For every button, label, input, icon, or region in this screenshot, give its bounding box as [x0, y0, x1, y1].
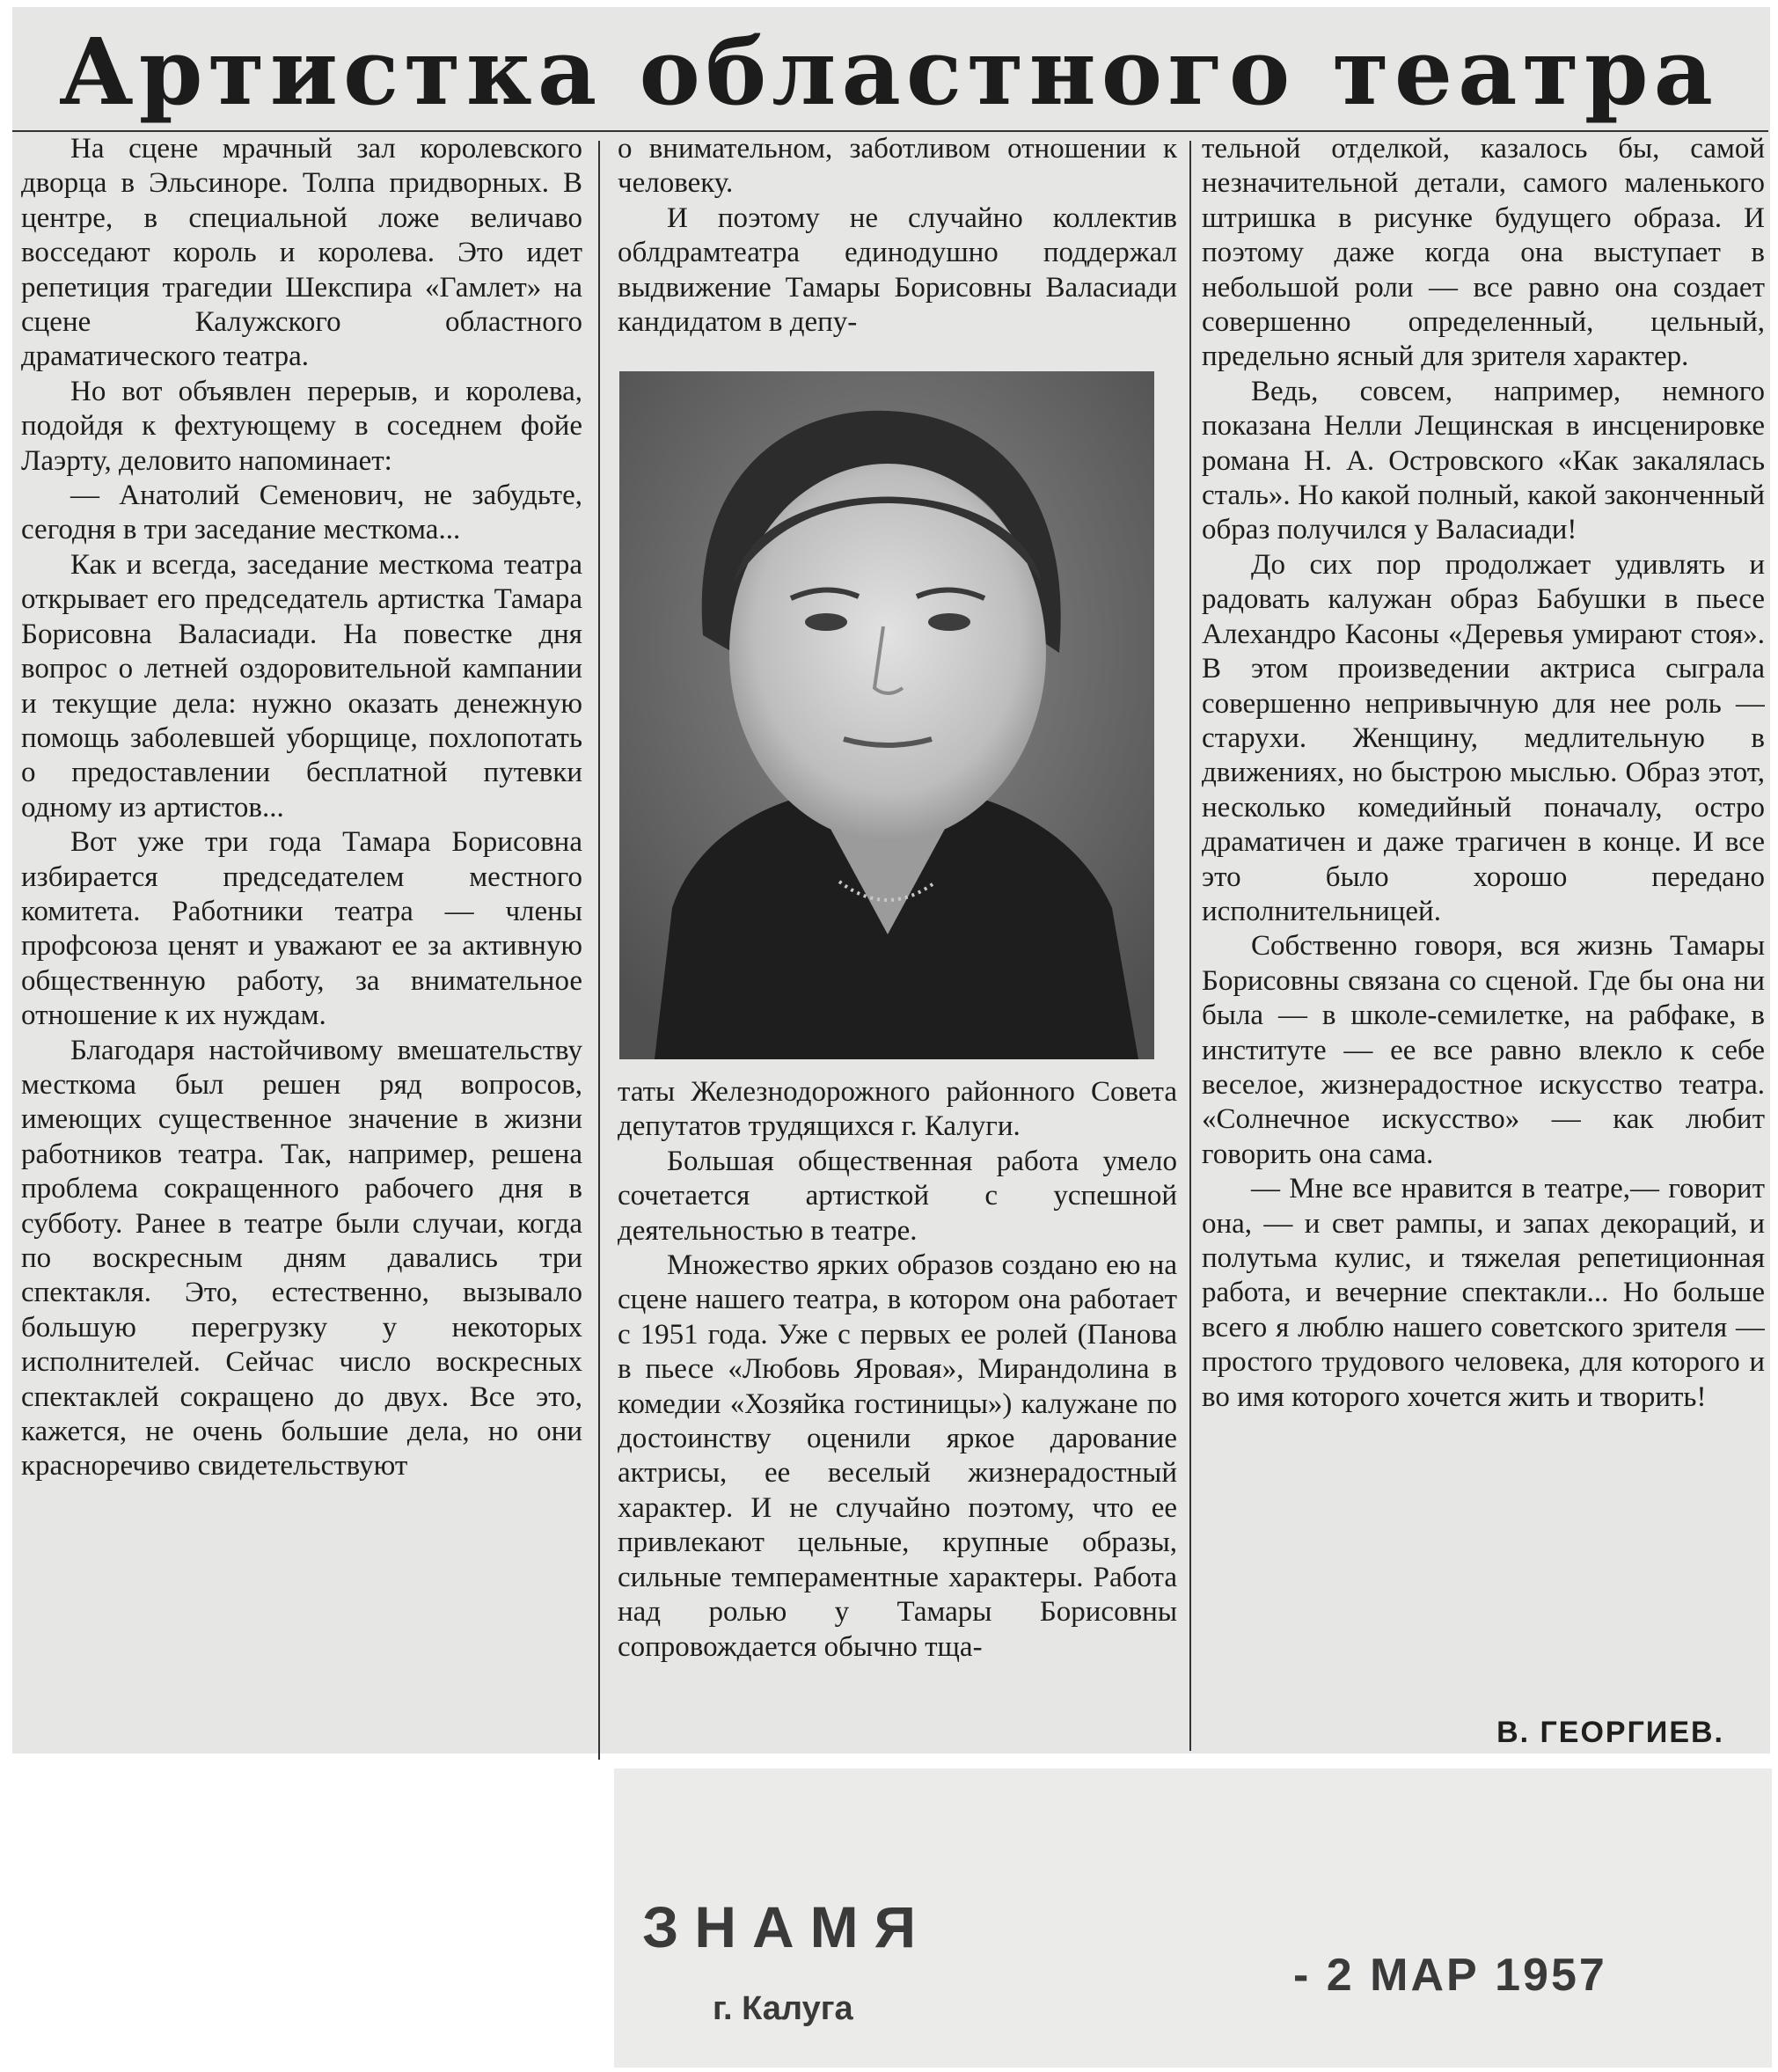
paragraph: Вот уже три года Тамара Борисовна избирается председателем местного комитета. Работники театра — члены профсоюза ценят и уважают ее за активную общественную работу, за внимательное отношение к их нуждам. — [21, 826, 582, 1032]
paragraph: о внимательном, заботливом отношении к человеку. — [618, 133, 1177, 200]
paragraph: Но вот объявлен перерыв, и королева, подойдя к фехтующему в соседнем фойе Лаэрту, деловито напоминает: — [21, 375, 582, 477]
portrait-image — [619, 371, 1154, 1059]
article-column-3 — [1202, 132, 1765, 1742]
column-rule — [1189, 141, 1191, 1751]
paragraph: — Мне все нравится в театре,— говорит она, — и свет рампы, и запах декораций, и полутьма кулис, и тяжелая репетиционная работа, и вечерние спектакли... Но больше всего я люблю нашего советского зрителя — простого трудового человека, для которого и во имя которого хочется жить и творить! — [1202, 1173, 1765, 1413]
paragraph: Собственно говоря, вся жизнь Тамары Борисовны связана со сценой. Где бы она ни была — в школе-семилетке, на рабфаке, в институте — ее все равно влекло к себе веселое, жизнерадостное искусство театра. «Солнечное искусство» — как любит говорить она сама. — [1202, 930, 1765, 1170]
paragraph: Ведь, совсем, например, немного показана Нелли Лещинская в инсценировке романа Н. А. Островского «Как закалялась сталь». Но какой полный, какой законченный образ получился у Валасиади! — [1202, 375, 1765, 546]
article-column-2-bottom — [618, 1075, 1177, 1770]
article-column-1 — [21, 132, 582, 1768]
paragraph: Большая общественная работа умело сочетается артисткой с успешной деятельностью в театре. — [618, 1145, 1177, 1247]
paragraph: Как и всегда, заседание месткома театра открывает его председатель артистка Тамара Борисовна Валасиади. На повестке дня вопрос о летней оздоровительной кампании и текущие дела: нужно оказать денежную помощь заболевшей уборщице, похлопотать о предоставлении бесплатной путевки одному из артистов... — [21, 548, 582, 824]
paragraph: Благодаря настойчивому вмешательству месткома был решен ряд вопросов, имеющих существенное значение в жизни работников театра. Так, например, решена проблема сокращенного рабочего дня в субботу. Ранее в театре были случаи, когда по воскресным дням давались три спектакля. Это, естественно, вызывало большую перегрузку у некоторых исполнителей. Сейчас число воскресных спектаклей сокращено до двух. Все это, кажется, не очень большие дела, но они красноречиво свидетельствуют — [21, 1034, 582, 1483]
paragraph: Множество ярких образов создано ею на сцене нашего театра, в котором она работает с 1951 года. Уже с первых ее ролей (Панова в пьесе «Любовь Яровая», Мирандолина в комедии «Хозяйка гостиницы») калужане по достоинству оценили яркое дарование актрисы, ее веселый жизнерадостный характер. И не случайно поэтому, что ее привлекают цельные, крупные образы, сильные темпераментные характеры. Работа над ролью у Тамары Борисовны сопровождается обычно тща- — [618, 1249, 1177, 1663]
date-stamp: - 2 МАР 1957 — [1293, 1950, 1607, 2001]
column-rule — [598, 141, 600, 1760]
article-column-2-top — [618, 132, 1177, 352]
article-headline: Артистка областного театра — [58, 18, 1718, 126]
author-signature: В. ГЕОРГИЕВ. — [1496, 1716, 1724, 1749]
paragraph: — Анатолий Семенович, не забудьте, сегодня в три заседание месткома... — [21, 480, 582, 546]
paragraph: И поэтому не случайно коллектив облдрамтеатра единодушно поддержал выдвижение Тамары Борисовны Валасиади кандидатом в депу- — [618, 201, 1177, 339]
portrait-photo — [619, 371, 1154, 1059]
paragraph: На сцене мрачный зал королевского дворца в Эльсиноре. Толпа придворных. В центре, в специальной ложе величаво восседают король и королева. Это идет репетиция трагедии Шекспира «Гамлет» на сцене Калужского областного драматического театра. — [21, 133, 582, 373]
paragraph: таты Железнодорожного районного Совета депутатов трудящихся г. Калуги. — [618, 1076, 1177, 1143]
paragraph: тельной отделкой, казалось бы, самой незначительной детали, самого маленького штришка в рисунке будущего образа. И поэтому даже когда она выступает в небольшой роли — все равно она создает совершенно определенный, цельный, предельно ясный для зрителя характер. — [1202, 133, 1765, 373]
newspaper-city-stamp: г. Калуга — [713, 1990, 853, 2027]
paragraph: До сих пор продолжает удивлять и радовать калужан образ Бабушки в пьесе Алехандро Касоны «Деревья умирают стоя». В этом произведении актриса сыграла совершенно непривычную для нее роль — старухи. Женщину, медлительную в движениях, но быстрою мыслью. Образ этот, несколько комедийный поначалу, остро драматичен и даже трагичен в конце. И все это было хорошо передано исполнительницей. — [1202, 548, 1765, 927]
newspaper-name-stamp: ЗНАМЯ — [642, 1894, 933, 1959]
